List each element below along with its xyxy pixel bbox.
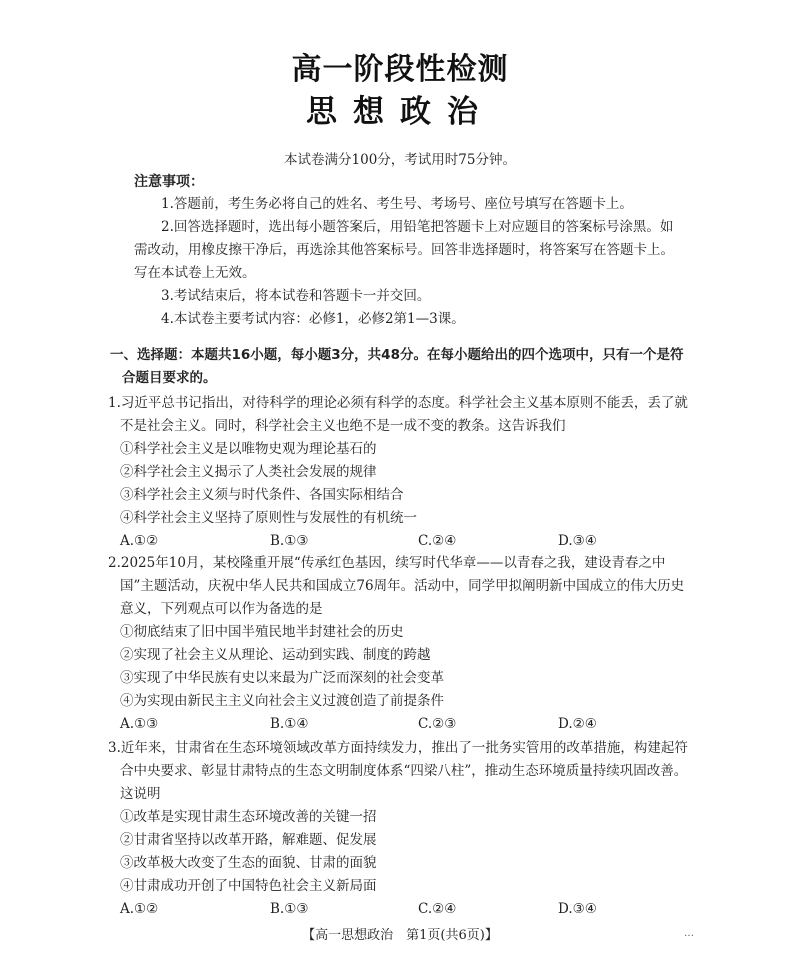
- option-line: ①彻底结束了旧中国半殖民地半封建社会的历史: [120, 624, 404, 640]
- notes-heading: 注意事项：: [134, 174, 204, 190]
- question-stem: 2.2025年10月，某校隆重开展“传承红色基因，续写时代华章——以青春之我，建设青春之中国”主题活动，庆祝中华人民共和国成立76周年。活动中，同学甲拟阐明新中国成立的伟大历史意义，下列观点可以作为备选的是: [108, 555, 685, 617]
- page-footer: 【高一思想政治 第1页(共6页)】: [302, 928, 498, 943]
- choice-a: A.①③: [120, 716, 159, 732]
- option-line: ④为实现由新民主主义向社会主义过渡创造了前提条件: [120, 693, 444, 709]
- option-line: ③科学社会主义须与时代条件、各国实际相结合: [120, 487, 404, 503]
- option-line: ①改革是实现甘肃生态环境改善的关键一招: [120, 809, 377, 825]
- answer-choices: [108, 713, 688, 736]
- option-line: ③实现了中华民族有史以来最为广泛而深刻的社会变革: [120, 670, 444, 686]
- option-line: ④甘肃成功开创了中国特色社会主义新局面: [120, 878, 377, 894]
- note-item: 2.回答选择题时，选出每小题答案后，用铅笔把答题卡上对应题目的答案标号涂黑。如需改动，用橡皮擦干净后，再选涂其他答案标号。回答非选择题时，将答案写在答题卡上。写在本试卷上无效。: [134, 219, 674, 281]
- question-stem: 3.近年来，甘肃省在生态环境领域改革方面持续发力，推出了一批务实管用的改革措施，构建起符合中央要求、彰显甘肃特点的生态文明制度体系“四梁八柱”，推动生态环境质量持续巩固改善。这说明: [108, 740, 688, 802]
- question-3: [108, 737, 688, 921]
- question-1: [108, 392, 688, 553]
- choice-d: D.③④: [558, 901, 597, 917]
- choice-d: D.③④: [558, 533, 597, 549]
- exam-info: 本试卷满分100分，考试用时75分钟。: [284, 152, 516, 168]
- choice-a: A.①②: [120, 533, 159, 549]
- exam-title: 高一阶段性检测: [291, 52, 509, 87]
- subject-title: 思想政治: [306, 94, 494, 130]
- note-item: 1.答题前，考生务必将自己的姓名、考生号、考场号、座位号填写在答题卡上。: [161, 196, 633, 212]
- choice-c: C.②④: [418, 533, 457, 549]
- option-line: ③改革极大改变了生态的面貌、甘肃的面貌: [120, 855, 377, 871]
- answer-choices: [108, 530, 688, 553]
- option-line: ②实现了社会主义从理论、运动到实践、制度的跨越: [120, 647, 431, 663]
- answer-choices: [108, 898, 688, 921]
- question-stem: 1.习近平总书记指出，对待科学的理论必须有科学的态度。科学社会主义基本原则不能丢，丢了就不是社会主义。同时，科学社会主义也绝不是一成不变的教条。这告诉我们: [108, 395, 688, 434]
- choice-a: A.①②: [120, 901, 159, 917]
- section-heading: 一、选择题：本题共16小题，每小题3分，共48分。在每小题给出的四个选项中，只有一个是符合题目要求的。: [110, 347, 684, 386]
- corner-mark: …: [684, 928, 694, 939]
- choice-c: C.②③: [418, 716, 457, 732]
- option-line: ①科学社会主义是以唯物史观为理论基石的: [120, 441, 377, 457]
- option-line: ②甘肃省坚持以改革开路，解难题、促发展: [120, 832, 377, 848]
- choice-b: B.①③: [270, 533, 309, 549]
- choice-d: D.②④: [558, 716, 597, 732]
- choice-b: B.①④: [270, 716, 309, 732]
- note-item: 3.考试结束后，将本试卷和答题卡一并交回。: [161, 288, 431, 304]
- question-2: [108, 552, 688, 736]
- choice-c: C.②④: [418, 901, 457, 917]
- note-item: 4.本试卷主要考试内容：必修1，必修2第1—3课。: [161, 311, 465, 327]
- option-line: ②科学社会主义揭示了人类社会发展的规律: [120, 464, 377, 480]
- choice-b: B.①③: [270, 901, 309, 917]
- option-line: ④科学社会主义坚持了原则性与发展性的有机统一: [120, 510, 417, 526]
